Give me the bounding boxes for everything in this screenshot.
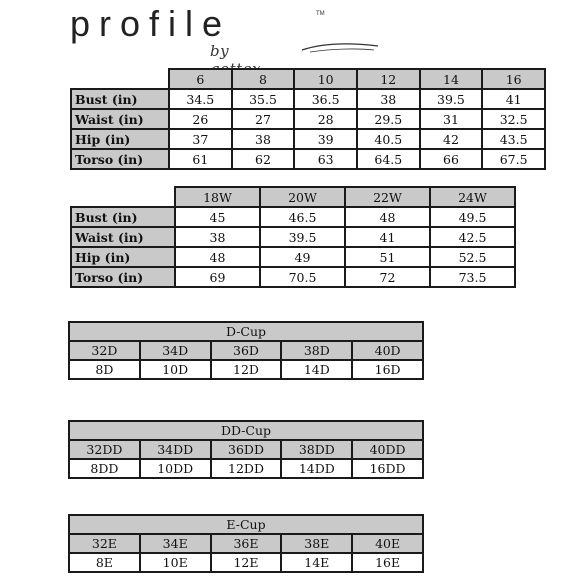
value-cell: 28: [294, 109, 357, 129]
swim-size-cell: 16E: [352, 553, 423, 572]
swim-size-cell: 8D: [69, 360, 140, 379]
swim-size-cell: 10DD: [140, 459, 211, 478]
swim-size-cell: 12D: [211, 360, 282, 379]
measurement-row: [71, 207, 515, 227]
bra-size-row: [69, 440, 423, 459]
bra-size-cell: 34D: [140, 341, 211, 360]
swim-size-cell: 10D: [140, 360, 211, 379]
bra-size-cell: 36DD: [211, 440, 282, 459]
row-label: Torso (in): [71, 267, 175, 287]
cup-title-row: [69, 322, 423, 341]
value-cell: 43.5: [482, 129, 545, 149]
value-cell: 51: [345, 247, 430, 267]
size-header: 12: [357, 69, 420, 89]
value-cell: 35.5: [232, 89, 295, 109]
value-cell: 46.5: [260, 207, 345, 227]
value-cell: 26: [169, 109, 232, 129]
measurement-row: [71, 149, 545, 169]
value-cell: 27: [232, 109, 295, 129]
value-cell: 49: [260, 247, 345, 267]
size-header: 6: [169, 69, 232, 89]
swim-size-cell: 10E: [140, 553, 211, 572]
value-cell: 37: [169, 129, 232, 149]
bra-size-cell: 32E: [69, 534, 140, 553]
bra-size-row: [69, 341, 423, 360]
value-cell: 72: [345, 267, 430, 287]
value-cell: 48: [345, 207, 430, 227]
measurement-row: [71, 227, 515, 247]
value-cell: 62: [232, 149, 295, 169]
value-cell: 38: [357, 89, 420, 109]
value-cell: 29.5: [357, 109, 420, 129]
row-label: Hip (in): [71, 247, 175, 267]
measurement-row: [71, 109, 545, 129]
value-cell: 70.5: [260, 267, 345, 287]
value-cell: 48: [175, 247, 260, 267]
bra-size-cell: 32DD: [69, 440, 140, 459]
bra-size-cell: 38D: [281, 341, 352, 360]
swim-size-cell: 14DD: [281, 459, 352, 478]
row-label: Waist (in): [71, 227, 175, 247]
size-header: 16: [482, 69, 545, 89]
swim-size-cell: 16D: [352, 360, 423, 379]
value-cell: 52.5: [430, 247, 515, 267]
bra-size-cell: 34DD: [140, 440, 211, 459]
value-cell: 42: [420, 129, 483, 149]
size-header: 10: [294, 69, 357, 89]
swim-size-row: [69, 553, 423, 572]
swim-size-cell: 8DD: [69, 459, 140, 478]
brand-logo: [70, 3, 325, 60]
e-cup-chart: [68, 514, 424, 573]
swim-size-cell: 14E: [281, 553, 352, 572]
misses-size-chart: [70, 68, 546, 170]
corner-cell: [71, 187, 175, 207]
brand-tagline: by: [210, 42, 230, 60]
value-cell: 38: [232, 129, 295, 149]
value-cell: 41: [482, 89, 545, 109]
measurement-row: [71, 267, 515, 287]
value-cell: 40.5: [357, 129, 420, 149]
value-cell: 39.5: [260, 227, 345, 247]
row-label: Hip (in): [71, 129, 169, 149]
bra-size-cell: 36E: [211, 534, 282, 553]
corner-cell: [71, 69, 169, 89]
bra-size-cell: 40D: [352, 341, 423, 360]
measurement-row: [71, 89, 545, 109]
row-label: Bust (in): [71, 207, 175, 227]
swim-size-cell: 12DD: [211, 459, 282, 478]
cup-title-row: [69, 421, 423, 440]
cup-title: D-Cup: [69, 322, 423, 341]
value-cell: 69: [175, 267, 260, 287]
value-cell: 31: [420, 109, 483, 129]
bra-size-row: [69, 534, 423, 553]
swim-size-row: [69, 360, 423, 379]
value-cell: 66: [420, 149, 483, 169]
value-cell: 45: [175, 207, 260, 227]
size-header: 20W: [260, 187, 345, 207]
trademark-mark: TM: [316, 11, 325, 17]
measurement-row: [71, 247, 515, 267]
row-label: Bust (in): [71, 89, 169, 109]
bra-size-cell: 32D: [69, 341, 140, 360]
size-header: 24W: [430, 187, 515, 207]
bra-size-cell: 38DD: [281, 440, 352, 459]
cup-title: DD-Cup: [69, 421, 423, 440]
swim-size-cell: 16DD: [352, 459, 423, 478]
value-cell: 34.5: [169, 89, 232, 109]
swim-size-cell: 8E: [69, 553, 140, 572]
value-cell: 36.5: [294, 89, 357, 109]
size-header: 22W: [345, 187, 430, 207]
womens-size-chart: [70, 186, 516, 288]
size-header: 14: [420, 69, 483, 89]
value-cell: 41: [345, 227, 430, 247]
value-cell: 39: [294, 129, 357, 149]
swim-size-row: [69, 459, 423, 478]
brand-name: profile: [70, 3, 232, 44]
signature-swoosh-icon: [300, 40, 380, 56]
value-cell: 64.5: [357, 149, 420, 169]
measurement-row: [71, 129, 545, 149]
bra-size-cell: 38E: [281, 534, 352, 553]
size-header-row: [71, 187, 515, 207]
size-header-row: [71, 69, 545, 89]
bra-size-cell: 40DD: [352, 440, 423, 459]
value-cell: 42.5: [430, 227, 515, 247]
bra-size-cell: 34E: [140, 534, 211, 553]
value-cell: 73.5: [430, 267, 515, 287]
d-cup-chart: [68, 321, 424, 380]
cup-title: E-Cup: [69, 515, 423, 534]
value-cell: 39.5: [420, 89, 483, 109]
cup-title-row: [69, 515, 423, 534]
bra-size-cell: 40E: [352, 534, 423, 553]
value-cell: 61: [169, 149, 232, 169]
row-label: Waist (in): [71, 109, 169, 129]
size-header: 8: [232, 69, 295, 89]
swim-size-cell: 14D: [281, 360, 352, 379]
swim-size-cell: 12E: [211, 553, 282, 572]
size-header: 18W: [175, 187, 260, 207]
value-cell: 63: [294, 149, 357, 169]
bra-size-cell: 36D: [211, 341, 282, 360]
row-label: Torso (in): [71, 149, 169, 169]
value-cell: 32.5: [482, 109, 545, 129]
value-cell: 67.5: [482, 149, 545, 169]
value-cell: 38: [175, 227, 260, 247]
dd-cup-chart: [68, 420, 424, 479]
value-cell: 49.5: [430, 207, 515, 227]
